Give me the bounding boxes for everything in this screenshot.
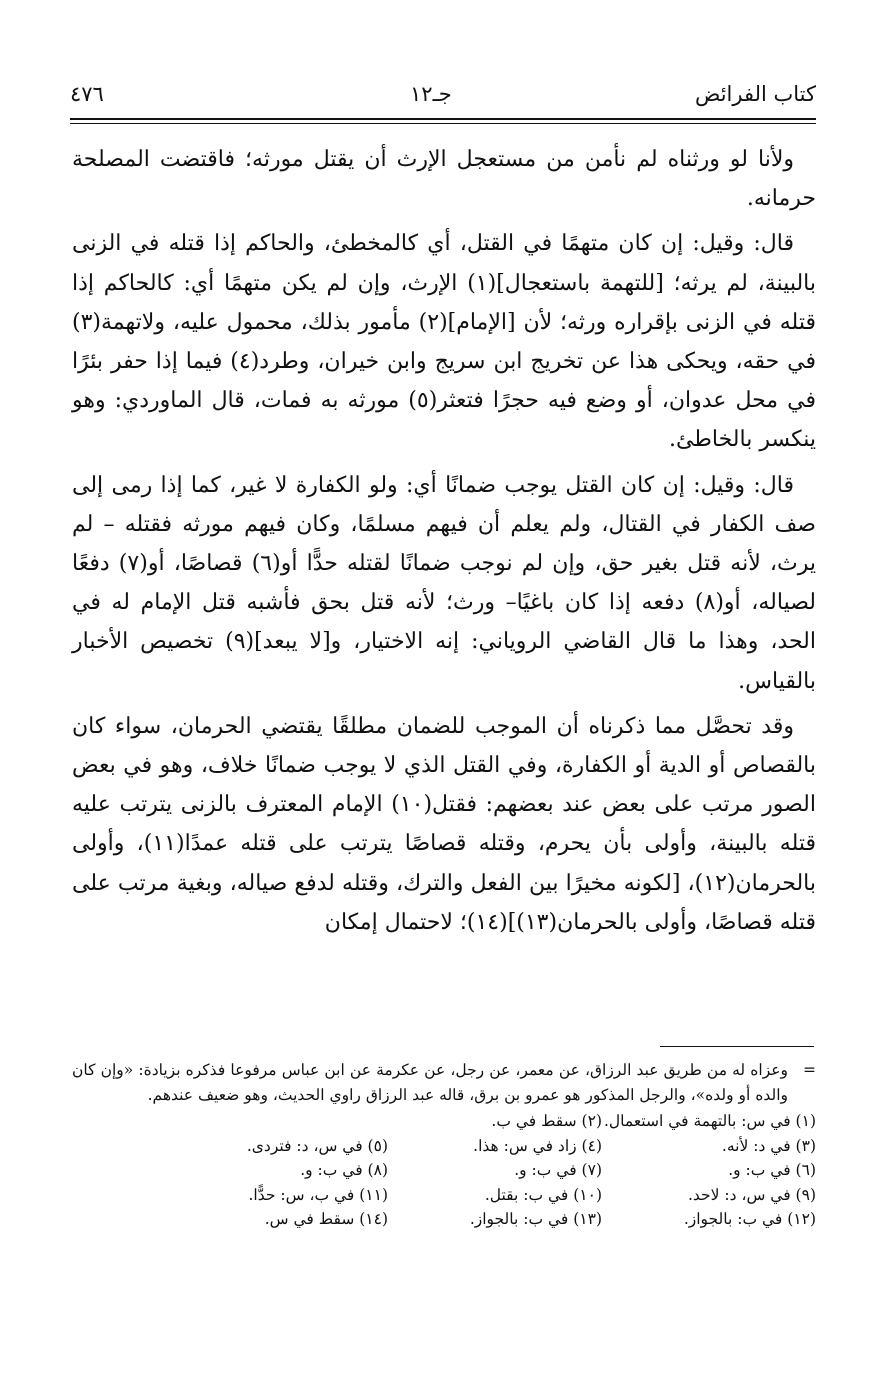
main-text — [72, 140, 816, 948]
footnote-rule — [660, 1046, 814, 1047]
book-title: كتاب الفرائض — [694, 82, 816, 106]
footnote: (١٠) في ب: بقتل. — [484, 1185, 602, 1204]
footnote-continuation-text: وعزاه له من طريق عبد الرزاق، عن معمر، عن رجل، عن عكرمة عن ابن عباس مرفوعا فذكره بزيادة: «وإن كان والده أو ولده»، والرجل المذكور هو عمرو بن برق، قاله عبد الرزاق راوي الحديث، وهو ضعيف عندهم. — [72, 1061, 788, 1104]
paragraph: ولأنا لو ورثناه لم نأمن من مستعجل الإرث أن يقتل مورثه؛ فاقتضت المصلحة حرمانه. — [72, 147, 816, 212]
paragraph: قال: وقيل: إن كان القتل يوجب ضمانًا أي: ولو الكفارة لا غير، كما إذا رمى إلى صف الكفار في القتال، ولم يعلم أن فيهم مسلمًا، وكان فيهم مورثه فقتله – لم يرث، لأنه قتل بغير حق، وإن لم نوجب ضمانًا لقتله حدًّا أو(٦) قصاصًا، أو(٧) دفعًا لصياله، أو(٨) دفعه إذا كان باغيًا– ورث؛ لأنه قتل بحق فأشبه قتل الإمام له في الحد، وهذا ما قال القاضي الروياني: إنه الاختيار، و[لا يبعد](٩) تخصيص الأخبار بالقياس. — [72, 472, 817, 694]
footnote: (٩) في س، د: لاحد. — [687, 1185, 816, 1204]
footnote: (٤) زاد في س: هذا. — [473, 1136, 602, 1155]
footnote: (١٤) سقط في س. — [264, 1210, 388, 1228]
footnote — [188, 1109, 388, 1134]
footnote: (٢) سقط في ب. — [491, 1112, 602, 1130]
paragraph: قال: وقيل: إن كان متهمًا في القتل، أي كالمخطئ، والحاكم إذا قتله في الزنى بالبينة، لم يرثه؛ [للتهمة باستعجال](١) الإرث، وإن لم يكن متهمًا أي: كالحاكم إذا قتله في الزنى بإقراره ورثه؛ لأن [الإمام](٢) مأمور بذلك، محمول عليه، ولاتهمة(٣) في حقه، ويحكى هذا عن تخريج ابن سريج وابن خيران، وطرد(٤) فيما إذا حفر بئرًا في محل عدوان، أو وضع فيه حجرًا فتعثر(٥) مورثه به فمات، قال الماوردي: وهو ينكسر بالخاطئ. — [72, 231, 816, 453]
footnote: (٥) في س، د: فتردى. — [246, 1136, 388, 1155]
footnote: (٧) في ب: و. — [514, 1161, 602, 1179]
footnote: (٦) في ب: و. — [728, 1161, 816, 1179]
page-number: ٤٧٦ — [70, 82, 104, 106]
footnote-continuation — [72, 1058, 816, 1107]
paragraph: وقد تحصَّل مما ذكرناه أن الموجب للضمان مطلقًا يقتضي الحرمان، سواء كان بالقصاص أو الدية أو الكفارة، وفي القتل الذي لا يوجب ضمانًا خلاف، وهو في بعض الصور مرتب على بعض عند بعضهم: فقتل(١٠) الإمام المعترف بالزنى يترتب عليه قتله بالبينة، وأولى بأن يحرم، وقتله قصاصًا يترتب على قتله عمدًا(١١)، وأولى بالحرمان(١٢)، [لكونه مخيرًا بين الفعل والترك، وقتله لدفع صياله، وبغية مرتب على قتله قصاصًا، وأولى بالحرمان(١٣)](١٤)؛ لاحتمال إمكان — [72, 713, 817, 935]
footnote: (١٢) في ب: بالجواز. — [683, 1210, 816, 1228]
footnote-grid — [72, 1109, 816, 1232]
header-rule — [70, 118, 816, 120]
volume-label: جـ١٢ — [410, 82, 452, 106]
footnote: (١٣) في ب: بالجواز. — [469, 1210, 602, 1228]
footnotes — [72, 1058, 816, 1232]
footnote: (١) في س: بالتهمة في استعمال. — [603, 1112, 816, 1130]
footnote: (١١) في ب، س: حدًّا. — [248, 1185, 388, 1204]
continuation-mark: = — [803, 1061, 816, 1079]
footnote: (٣) في د: لأنه. — [721, 1136, 816, 1155]
running-header — [70, 80, 816, 114]
footnote: (٨) في ب: و. — [300, 1161, 388, 1179]
header-rule-thin — [70, 123, 816, 124]
